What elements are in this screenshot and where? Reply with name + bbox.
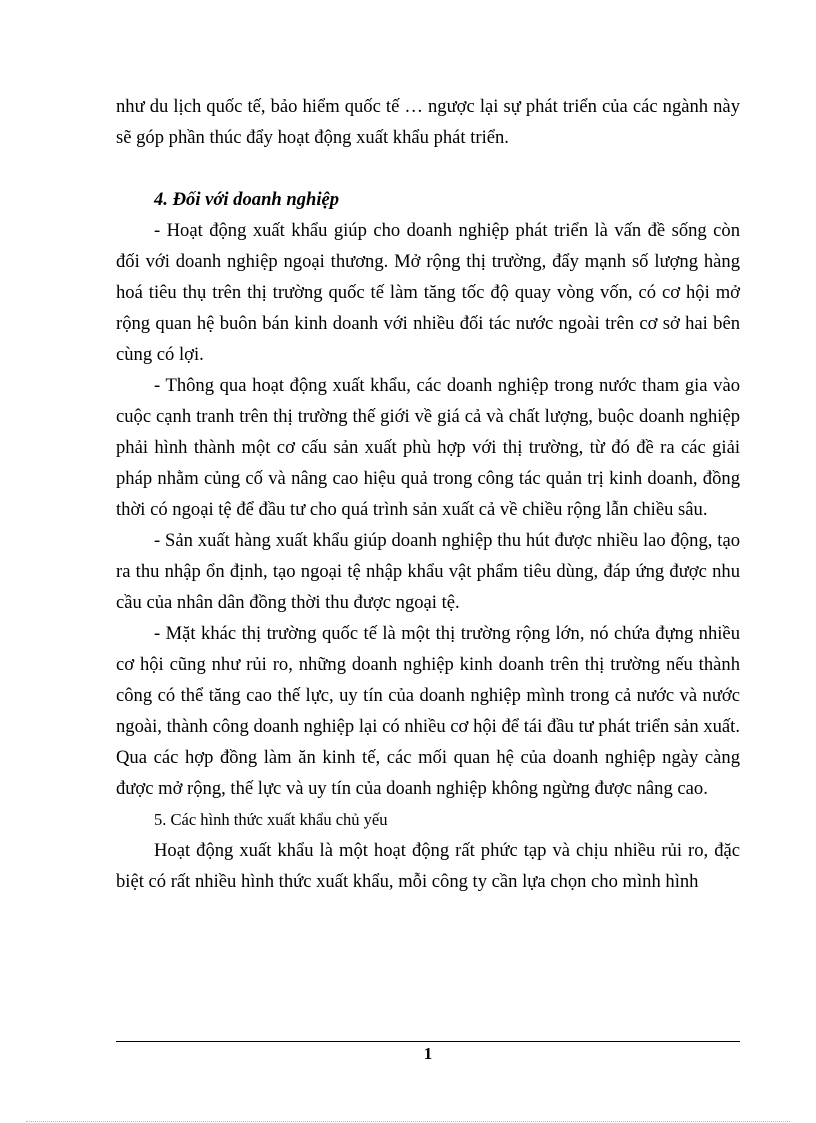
footer-divider [116, 1041, 740, 1042]
paragraph-competition: - Thông qua hoạt động xuất khẩu, các doanh nghiệp trong nước tham gia vào cuộc cạnh tranh trên thị trường thế giới về giá cả và chất lượng, buộc doanh nghiệp phải hình thành một cơ cấu sản xuất phù hợp với thị trường, từ đó đề ra các giải pháp nhằm củng cố và nâng cao hiệu quả trong công tác quản trị kinh doanh, đồng thời có ngoại tệ để đầu tư cho quá trình sản xuất cả về chiều rộng lẫn chiều sâu. [116, 375, 740, 520]
paragraph-export-forms: Hoạt động xuất khẩu là một hoạt động rất phức tạp và chịu nhiều rủi ro, đặc biệt có rất nhiều hình thức xuất khẩu, mỗi công ty cần lựa chọn cho mình hình [116, 840, 740, 892]
paragraph-spacer [116, 153, 740, 184]
paragraph-business-development: - Hoạt động xuất khẩu giúp cho doanh nghiệp phát triển là vấn đề sống còn đối với doanh nghiệp ngoại thương. Mở rộng thị trường, đẩy mạnh số lượng hàng hoá tiêu thụ trên thị trường quốc tế làm tăng tốc độ quay vòng vốn, có cơ hội mở rộng quan hệ buôn bán kinh doanh với nhiều đối tác nước ngoài trên cơ sở hai bên cùng có lợi. [116, 220, 740, 365]
paragraph-international-market: - Mặt khác thị trường quốc tế là một thị trường rộng lớn, nó chứa đựng nhiều cơ hội cũng như rủi ro, những doanh nghiệp kinh doanh trên thị trường nếu thành công có thể tăng cao thế lực, uy tín của doanh nghiệp mình trong cả nước và nước ngoài, thành công doanh nghiệp lại có nhiều cơ hội để tái đầu tư phát triển sản xuất. Qua các hợp đồng làm ăn kinh tế, các mối quan hệ của doanh nghiệp ngày càng được mở rộng, thế lực và uy tín của doanh nghiệp không ngừng được nâng cao. [116, 623, 740, 799]
page-bottom-edge [26, 1121, 790, 1122]
paragraph-continuation: như du lịch quốc tế, bảo hiểm quốc tế … ngược lại sự phát triển của các ngành này sẽ góp phần thúc đẩy hoạt động xuất khẩu phát triển. [116, 96, 740, 148]
page-number: 1 [423, 1044, 433, 1063]
paragraph-employment: - Sản xuất hàng xuất khẩu giúp doanh nghiệp thu hút được nhiều lao động, tạo ra thu nhập ổn định, tạo ngoại tệ nhập khẩu vật phẩm tiêu dùng, đáp ứng được nhu cầu của nhân dân đồng thời thu được ngoại tệ. [116, 530, 740, 613]
section-heading-5: 5. Các hình thức xuất khẩu chủ yếu [154, 810, 388, 829]
page-body [116, 91, 740, 897]
section-heading-4: 4. Đối với doanh nghiệp [154, 189, 340, 210]
